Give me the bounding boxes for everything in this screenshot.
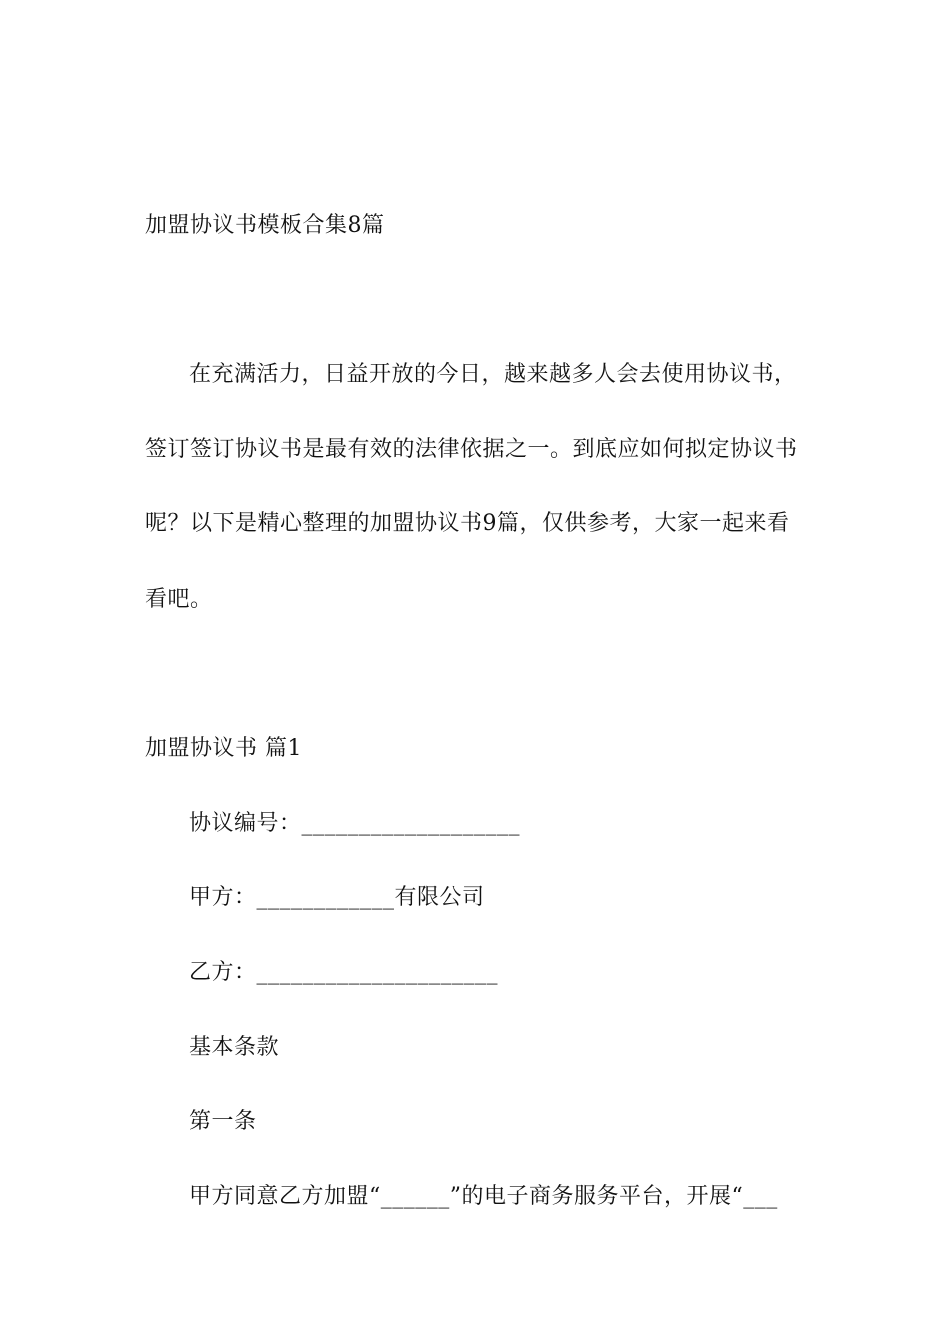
intro-line-3: 呢？以下是精心整理的加盟协议书9篇，仅供参考，大家一起来看 — [145, 511, 790, 536]
party-b-field: 乙方：_____________________ — [189, 960, 499, 985]
article-one-text: 甲方同意乙方加盟“______”的电子商务服务平台，开展“___ — [189, 1184, 778, 1209]
party-a-field: 甲方：____________有限公司 — [189, 885, 485, 910]
basic-terms-heading: 基本条款 — [189, 1035, 280, 1060]
agreement-number-field: 协议编号：___________________ — [189, 811, 521, 836]
section-heading: 加盟协议书 篇1 — [145, 736, 302, 761]
intro-line-2: 签订签订协议书是最有效的法律依据之一。到底应如何拟定协议书 — [145, 437, 798, 462]
intro-line-4: 看吧。 — [145, 587, 213, 612]
intro-line-1: 在充满活力，日益开放的今日，越来越多人会去使用协议书， — [189, 362, 797, 387]
document-title: 加盟协议书模板合集8篇 — [145, 213, 385, 238]
article-one-heading: 第一条 — [189, 1109, 257, 1134]
